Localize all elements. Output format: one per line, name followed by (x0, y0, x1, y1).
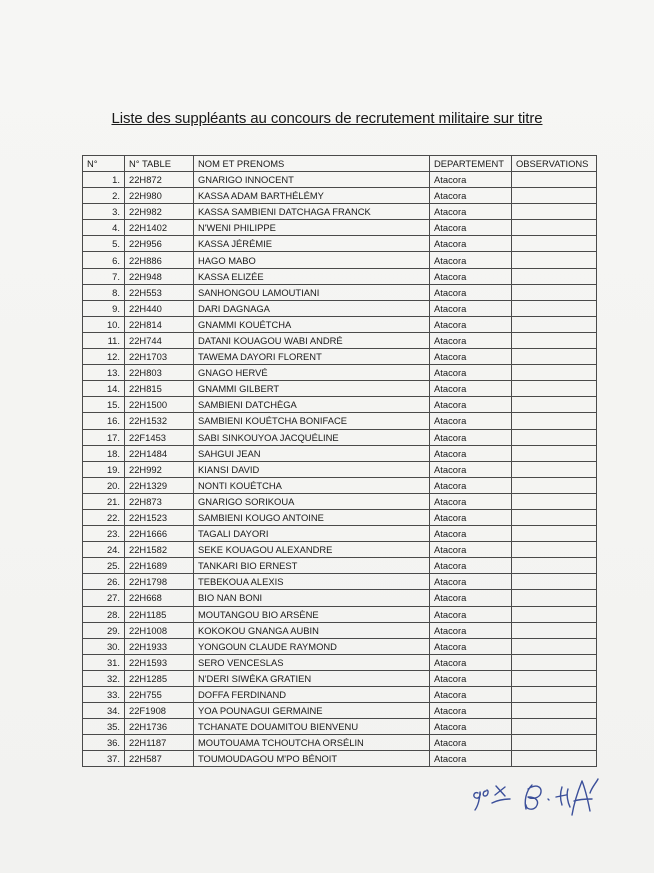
row-number-cell: 37. (83, 751, 125, 767)
row-number-cell: 29. (83, 622, 125, 638)
observations-cell (512, 220, 597, 236)
observations-cell (512, 735, 597, 751)
table-row (83, 365, 597, 381)
table-row (83, 349, 597, 365)
observations-cell (512, 638, 597, 654)
full-name-cell: N'WENI PHILIPPE (194, 220, 430, 236)
row-number-cell: 34. (83, 703, 125, 719)
column-header-number: N° (83, 156, 125, 172)
row-number-cell: 6. (83, 252, 125, 268)
table-number-cell: 22H440 (125, 300, 194, 316)
row-number-cell: 10. (83, 316, 125, 332)
row-number-cell: 16. (83, 413, 125, 429)
row-number-cell: 27. (83, 590, 125, 606)
observations-cell (512, 316, 597, 332)
table-number-cell: 22H1666 (125, 526, 194, 542)
full-name-cell: SABI SINKOUYOA JACQUÉLINE (194, 429, 430, 445)
table-row (83, 316, 597, 332)
department-cell: Atacora (430, 735, 512, 751)
department-cell: Atacora (430, 188, 512, 204)
department-cell: Atacora (430, 687, 512, 703)
table-number-cell: 22H815 (125, 381, 194, 397)
table-number-cell: 22H873 (125, 493, 194, 509)
table-row (83, 268, 597, 284)
observations-cell (512, 365, 597, 381)
observations-cell (512, 349, 597, 365)
column-header-department: DEPARTEMENT (430, 156, 512, 172)
full-name-cell: GNAGO HERVÉ (194, 365, 430, 381)
row-number-cell: 25. (83, 558, 125, 574)
observations-cell (512, 188, 597, 204)
full-name-cell: TCHANATE DOUAMITOU BIENVENU (194, 719, 430, 735)
table-number-cell: 22H1593 (125, 654, 194, 670)
full-name-cell: SERO VENCESLAS (194, 654, 430, 670)
department-cell: Atacora (430, 703, 512, 719)
observations-cell (512, 268, 597, 284)
table-row (83, 204, 597, 220)
department-cell: Atacora (430, 381, 512, 397)
full-name-cell: GNARIGO SORIKOUA (194, 493, 430, 509)
row-number-cell: 3. (83, 204, 125, 220)
full-name-cell: TANKARI BIO ERNEST (194, 558, 430, 574)
row-number-cell: 21. (83, 493, 125, 509)
department-cell: Atacora (430, 526, 512, 542)
department-cell: Atacora (430, 300, 512, 316)
table-row (83, 413, 597, 429)
observations-cell (512, 413, 597, 429)
table-number-cell: 22H948 (125, 268, 194, 284)
table-row (83, 252, 597, 268)
department-cell: Atacora (430, 751, 512, 767)
row-number-cell: 33. (83, 687, 125, 703)
table-number-cell: 22H553 (125, 284, 194, 300)
full-name-cell: SAMBIENI KOUÉTCHA BONIFACE (194, 413, 430, 429)
department-cell: Atacora (430, 509, 512, 525)
table-row (83, 300, 597, 316)
full-name-cell: SANHONGOU LAMOUTIANI (194, 284, 430, 300)
observations-cell (512, 670, 597, 686)
department-cell: Atacora (430, 638, 512, 654)
table-number-cell: 22H814 (125, 316, 194, 332)
table-row (83, 687, 597, 703)
observations-cell (512, 477, 597, 493)
department-cell: Atacora (430, 445, 512, 461)
row-number-cell: 28. (83, 606, 125, 622)
department-cell: Atacora (430, 606, 512, 622)
table-row (83, 445, 597, 461)
row-number-cell: 24. (83, 542, 125, 558)
full-name-cell: SAMBIENI DATCHÈGA (194, 397, 430, 413)
observations-cell (512, 236, 597, 252)
full-name-cell: SAMBIENI KOUGO ANTOINE (194, 509, 430, 525)
department-cell: Atacora (430, 493, 512, 509)
observations-cell (512, 172, 597, 188)
table-number-cell: 22H803 (125, 365, 194, 381)
full-name-cell: BIO NAN BONI (194, 590, 430, 606)
table-row (83, 284, 597, 300)
row-number-cell: 12. (83, 349, 125, 365)
observations-cell (512, 493, 597, 509)
table-number-cell: 22H744 (125, 332, 194, 348)
full-name-cell: TAGALI DAYORI (194, 526, 430, 542)
full-name-cell: KOKOKOU GNANGA AUBIN (194, 622, 430, 638)
row-number-cell: 5. (83, 236, 125, 252)
department-cell: Atacora (430, 574, 512, 590)
full-name-cell: KASSA SAMBIENI DATCHAGA FRANCK (194, 204, 430, 220)
table-row (83, 719, 597, 735)
table-number-cell: 22H755 (125, 687, 194, 703)
department-cell: Atacora (430, 558, 512, 574)
row-number-cell: 4. (83, 220, 125, 236)
full-name-cell: DARI DAGNAGA (194, 300, 430, 316)
observations-cell (512, 703, 597, 719)
row-number-cell: 26. (83, 574, 125, 590)
table-number-cell: 22H1187 (125, 735, 194, 751)
row-number-cell: 9. (83, 300, 125, 316)
department-cell: Atacora (430, 204, 512, 220)
table-row (83, 188, 597, 204)
row-number-cell: 20. (83, 477, 125, 493)
table-number-cell: 22H872 (125, 172, 194, 188)
full-name-cell: YOA POUNAGUI GERMAINE (194, 703, 430, 719)
full-name-cell: SAHGUI JEAN (194, 445, 430, 461)
table-row (83, 574, 597, 590)
table-number-cell: 22H980 (125, 188, 194, 204)
full-name-cell: KIANSI DAVID (194, 461, 430, 477)
full-name-cell: SEKE KOUAGOU ALEXANDRE (194, 542, 430, 558)
observations-cell (512, 654, 597, 670)
row-number-cell: 18. (83, 445, 125, 461)
full-name-cell: KASSA ADAM BARTHÉLÉMY (194, 188, 430, 204)
full-name-cell: MOUTOUAMA TCHOUTCHA ORSÉLIN (194, 735, 430, 751)
observations-cell (512, 590, 597, 606)
table-number-cell: 22H1582 (125, 542, 194, 558)
row-number-cell: 22. (83, 509, 125, 525)
table-row (83, 590, 597, 606)
row-number-cell: 7. (83, 268, 125, 284)
row-number-cell: 2. (83, 188, 125, 204)
full-name-cell: KASSA ELIZÉE (194, 268, 430, 284)
page-title: Liste des suppléants au concours de recrutement militaire sur titre (111, 110, 543, 127)
observations-cell (512, 526, 597, 542)
full-name-cell: NONTI KOUÉTCHA (194, 477, 430, 493)
department-cell: Atacora (430, 236, 512, 252)
full-name-cell: DATANI KOUAGOU WABI ANDRÉ (194, 332, 430, 348)
table-number-cell: 22H1329 (125, 477, 194, 493)
department-cell: Atacora (430, 316, 512, 332)
table-header-row (83, 156, 597, 172)
full-name-cell: N'DERI SIWÉKA GRATIEN (194, 670, 430, 686)
table-row (83, 703, 597, 719)
table-number-cell: 22H1736 (125, 719, 194, 735)
observations-cell (512, 542, 597, 558)
column-header-observations: OBSERVATIONS (512, 156, 597, 172)
full-name-cell: GNARIGO INNOCENT (194, 172, 430, 188)
table-number-cell: 22H668 (125, 590, 194, 606)
table-number-cell: 22F1908 (125, 703, 194, 719)
observations-cell (512, 558, 597, 574)
full-name-cell: MOUTANGOU BIO ARSÈNE (194, 606, 430, 622)
table-number-cell: 22F1453 (125, 429, 194, 445)
observations-cell (512, 509, 597, 525)
department-cell: Atacora (430, 284, 512, 300)
full-name-cell: KASSA JÉRÉMIE (194, 236, 430, 252)
table-row (83, 381, 597, 397)
table-number-cell: 22H982 (125, 204, 194, 220)
table-number-cell: 22H1933 (125, 638, 194, 654)
table-row (83, 558, 597, 574)
table-number-cell: 22H1703 (125, 349, 194, 365)
table-row (83, 397, 597, 413)
row-number-cell: 32. (83, 670, 125, 686)
full-name-cell: DOFFA FERDINAND (194, 687, 430, 703)
row-number-cell: 36. (83, 735, 125, 751)
department-cell: Atacora (430, 349, 512, 365)
observations-cell (512, 429, 597, 445)
table-row (83, 735, 597, 751)
full-name-cell: TOUMOUDAGOU M'PO BÉNOIT (194, 751, 430, 767)
table-row (83, 493, 597, 509)
table-number-cell: 22H1484 (125, 445, 194, 461)
column-header-table-number: N° TABLE (125, 156, 194, 172)
department-cell: Atacora (430, 252, 512, 268)
row-number-cell: 23. (83, 526, 125, 542)
row-number-cell: 30. (83, 638, 125, 654)
table-row (83, 477, 597, 493)
table-number-cell: 22H992 (125, 461, 194, 477)
candidates-table (82, 155, 597, 767)
observations-cell (512, 461, 597, 477)
observations-cell (512, 397, 597, 413)
observations-cell (512, 300, 597, 316)
table-number-cell: 22H886 (125, 252, 194, 268)
observations-cell (512, 445, 597, 461)
department-cell: Atacora (430, 590, 512, 606)
department-cell: Atacora (430, 622, 512, 638)
row-number-cell: 35. (83, 719, 125, 735)
column-header-name: NOM ET PRENOMS (194, 156, 430, 172)
observations-cell (512, 332, 597, 348)
row-number-cell: 19. (83, 461, 125, 477)
department-cell: Atacora (430, 719, 512, 735)
table-number-cell: 22H1532 (125, 413, 194, 429)
table-row (83, 461, 597, 477)
department-cell: Atacora (430, 397, 512, 413)
handwritten-signature-icon (470, 775, 620, 825)
department-cell: Atacora (430, 332, 512, 348)
department-cell: Atacora (430, 268, 512, 284)
table-number-cell: 22H1008 (125, 622, 194, 638)
department-cell: Atacora (430, 670, 512, 686)
department-cell: Atacora (430, 429, 512, 445)
table-number-cell: 22H1798 (125, 574, 194, 590)
table-row (83, 670, 597, 686)
table-row (83, 751, 597, 767)
observations-cell (512, 204, 597, 220)
table-row (83, 220, 597, 236)
department-cell: Atacora (430, 461, 512, 477)
full-name-cell: HAGO MABO (194, 252, 430, 268)
table-row (83, 622, 597, 638)
table-row (83, 509, 597, 525)
row-number-cell: 14. (83, 381, 125, 397)
table-row (83, 654, 597, 670)
observations-cell (512, 751, 597, 767)
row-number-cell: 8. (83, 284, 125, 300)
department-cell: Atacora (430, 654, 512, 670)
table-row (83, 606, 597, 622)
observations-cell (512, 606, 597, 622)
table-number-cell: 22H1523 (125, 509, 194, 525)
table-number-cell: 22H1185 (125, 606, 194, 622)
table-number-cell: 22H1402 (125, 220, 194, 236)
row-number-cell: 31. (83, 654, 125, 670)
row-number-cell: 17. (83, 429, 125, 445)
row-number-cell: 1. (83, 172, 125, 188)
department-cell: Atacora (430, 220, 512, 236)
table-row (83, 526, 597, 542)
observations-cell (512, 252, 597, 268)
observations-cell (512, 574, 597, 590)
table-row (83, 236, 597, 252)
observations-cell (512, 381, 597, 397)
observations-cell (512, 719, 597, 735)
table-row (83, 429, 597, 445)
department-cell: Atacora (430, 477, 512, 493)
table-number-cell: 22H1285 (125, 670, 194, 686)
observations-cell (512, 622, 597, 638)
observations-cell (512, 284, 597, 300)
full-name-cell: GNAMMI GILBERT (194, 381, 430, 397)
table-row (83, 172, 597, 188)
table-number-cell: 22H1500 (125, 397, 194, 413)
department-cell: Atacora (430, 365, 512, 381)
department-cell: Atacora (430, 413, 512, 429)
table-number-cell: 22H587 (125, 751, 194, 767)
table-number-cell: 22H956 (125, 236, 194, 252)
table-row (83, 332, 597, 348)
full-name-cell: TAWEMA DAYORI FLORENT (194, 349, 430, 365)
department-cell: Atacora (430, 542, 512, 558)
row-number-cell: 11. (83, 332, 125, 348)
observations-cell (512, 687, 597, 703)
row-number-cell: 15. (83, 397, 125, 413)
department-cell: Atacora (430, 172, 512, 188)
full-name-cell: TEBEKOUA ALEXIS (194, 574, 430, 590)
full-name-cell: GNAMMI KOUÉTCHA (194, 316, 430, 332)
table-number-cell: 22H1689 (125, 558, 194, 574)
full-name-cell: YONGOUN CLAUDE RAYMOND (194, 638, 430, 654)
table-row (83, 542, 597, 558)
table-row (83, 638, 597, 654)
row-number-cell: 13. (83, 365, 125, 381)
